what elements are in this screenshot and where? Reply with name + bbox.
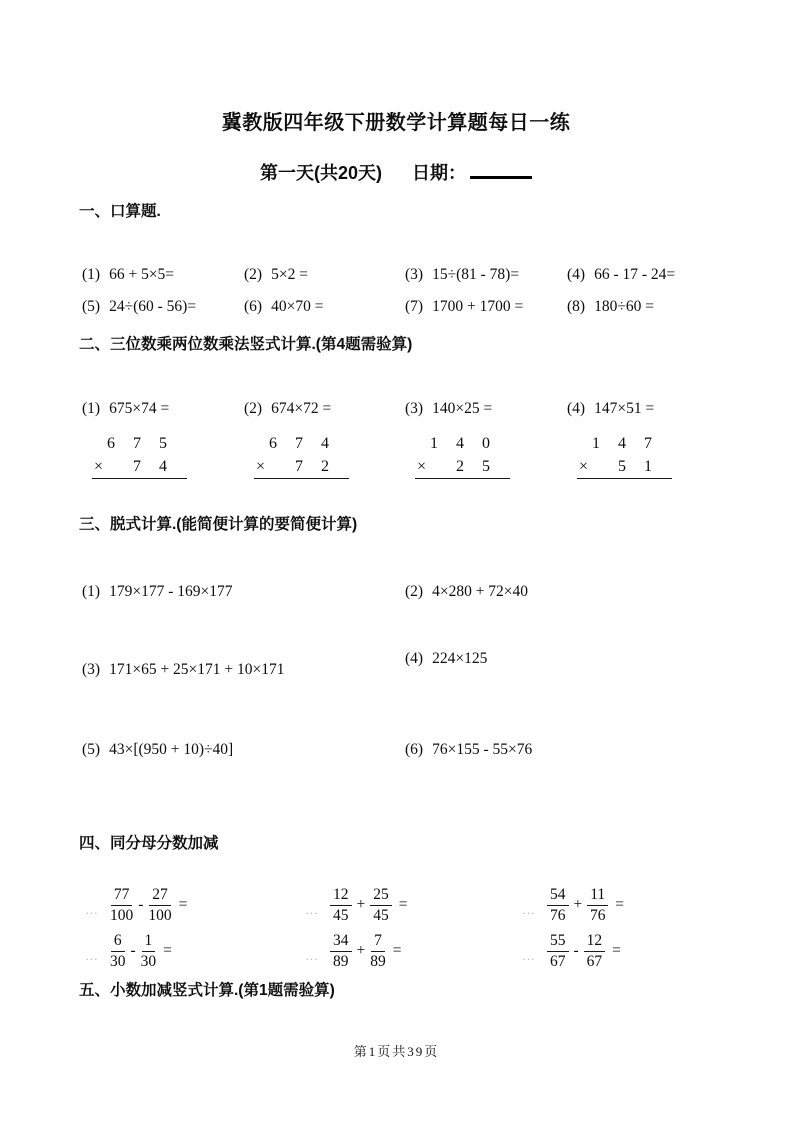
numerator: 1	[142, 932, 156, 952]
problem-expression: 4×280 + 72×40	[432, 583, 529, 600]
numerator: 7	[371, 932, 385, 952]
numerator: 12	[330, 886, 352, 906]
multiplier: 2 5	[456, 458, 490, 475]
oral-problems-row-2	[82, 296, 713, 318]
problem-number: (4)	[405, 650, 424, 667]
denominator: 76	[550, 906, 566, 924]
worksheet-content	[0, 110, 793, 1001]
fraction-problem-1	[79, 883, 299, 927]
problem-number: (6)	[405, 741, 424, 758]
problem-expression: 140×25 =	[432, 400, 493, 417]
equals-sign: =	[398, 896, 408, 913]
multiplicand: 1 4 7	[592, 435, 652, 452]
operator: +	[356, 896, 366, 913]
problem-expression: 66 + 5×5=	[109, 266, 175, 283]
problem-number: (2)	[405, 583, 424, 600]
dotted-marker: …	[305, 902, 319, 917]
problem-expression: 24÷(60 - 56)=	[109, 298, 197, 315]
numerator: 25	[370, 886, 392, 906]
denominator: 100	[110, 906, 134, 924]
problem-number: (3)	[405, 400, 424, 417]
oral-problem-7	[405, 296, 567, 318]
multiplier: 5 1	[618, 458, 652, 475]
problem-expression: 674×72 =	[271, 400, 332, 417]
problem-number: (1)	[82, 583, 101, 600]
vertical-problems-row	[82, 398, 713, 420]
stepwise-problem-2	[405, 581, 713, 603]
page-subtitle	[79, 160, 713, 186]
stepwise-row-3	[82, 739, 713, 761]
equals-sign: =	[163, 942, 172, 959]
denominator: 76	[589, 906, 606, 924]
multiplication-stack-4	[577, 432, 672, 479]
page-footer: 第1页共39页	[353, 1044, 440, 1059]
multiply-sign: ×	[94, 458, 104, 475]
operator: -	[130, 942, 136, 959]
problem-number: (3)	[82, 661, 101, 678]
fraction	[110, 932, 126, 971]
oral-problem-4	[567, 264, 713, 286]
section-heading-fractions: 四、同分母分数加减	[79, 835, 219, 852]
multiplication-stack-2	[254, 432, 349, 479]
stepwise-row-1	[82, 581, 713, 603]
fraction	[370, 886, 392, 925]
oral-problem-6	[244, 296, 405, 318]
problem-expression: 171×65 + 25×171 + 10×171	[109, 661, 285, 678]
fraction-problem-5	[299, 929, 516, 973]
denominator: 45	[333, 906, 349, 924]
vertical-problem-1	[82, 398, 244, 420]
multiply-sign: ×	[579, 458, 589, 475]
denominator: 67	[586, 952, 603, 970]
vertical-problem-4	[567, 398, 713, 420]
day-label: 第一天(共20天)	[259, 163, 382, 183]
operator: +	[356, 942, 366, 959]
fraction	[141, 932, 157, 971]
numerator: 54	[547, 886, 569, 906]
multiplication-stack-1	[92, 432, 187, 479]
fraction	[330, 932, 352, 971]
dotted-marker: …	[85, 948, 99, 963]
multiplier-row	[415, 455, 510, 478]
fraction	[110, 886, 133, 925]
fraction-row-1	[79, 883, 713, 927]
multiplier: 7 2	[295, 458, 329, 475]
problem-expression: 180÷60 =	[594, 298, 654, 315]
fraction	[547, 886, 569, 925]
date-blank-line	[470, 162, 532, 179]
oral-problem-3	[405, 264, 567, 286]
problem-number: (3)	[405, 266, 424, 283]
operator: -	[138, 896, 144, 913]
problem-number: (4)	[567, 400, 586, 417]
multiply-sign: ×	[417, 458, 427, 475]
multiplier-row	[254, 455, 349, 478]
problem-number: (5)	[82, 298, 101, 315]
oral-problems-row-1	[82, 264, 713, 286]
stepwise-problem-5	[82, 739, 405, 761]
vertical-problem-2	[244, 398, 405, 420]
denominator: 30	[140, 952, 157, 970]
numerator: 11	[587, 886, 608, 906]
page-title: 冀教版四年级下册数学计算题每日一练	[221, 112, 571, 134]
section-heading-stepwise: 三、脱式计算.(能简便计算的要简便计算)	[79, 516, 358, 533]
problem-expression: 66 - 17 - 24=	[594, 266, 676, 283]
problem-expression: 179×177 - 169×177	[109, 583, 233, 600]
stepwise-row-2	[82, 650, 713, 681]
numerator: 6	[111, 932, 125, 952]
multiply-sign: ×	[256, 458, 266, 475]
oral-problem-1	[82, 264, 244, 286]
oral-problem-8	[567, 296, 713, 318]
denominator: 89	[333, 952, 349, 970]
problem-expression: 675×74 =	[109, 400, 170, 417]
problem-number: (2)	[244, 266, 263, 283]
numerator: 77	[111, 886, 133, 906]
problem-number: (6)	[244, 298, 263, 315]
problem-expression: 40×70 =	[271, 298, 324, 315]
fraction	[587, 886, 608, 925]
multiplier-row	[577, 455, 672, 478]
stepwise-problem-1	[82, 581, 405, 603]
problem-number: (5)	[82, 741, 101, 758]
fraction-row-2	[79, 929, 713, 973]
problem-expression: 5×2 =	[271, 266, 308, 283]
denominator: 67	[550, 952, 566, 970]
problem-expression: 1700 + 1700 =	[432, 298, 524, 315]
dotted-marker: …	[85, 902, 99, 917]
vertical-stacks-row	[82, 432, 713, 479]
numerator: 34	[330, 932, 352, 952]
stepwise-problem-6	[405, 739, 713, 761]
fraction-problem-4	[79, 929, 299, 973]
equals-sign: =	[612, 942, 621, 959]
numerator: 12	[584, 932, 606, 952]
dotted-marker: …	[305, 948, 319, 963]
fraction	[330, 886, 352, 925]
problem-number: (2)	[244, 400, 263, 417]
problem-number: (1)	[82, 266, 101, 283]
problem-expression: 43×[(950 + 10)÷40]	[109, 741, 234, 758]
fraction	[547, 932, 569, 971]
operator: -	[573, 942, 579, 959]
problem-expression: 147×51 =	[594, 400, 655, 417]
multiplicand: 6 7 4	[269, 435, 329, 452]
fraction	[584, 932, 606, 971]
equals-sign: =	[615, 896, 624, 913]
denominator: 100	[148, 906, 172, 924]
oral-problem-5	[82, 296, 244, 318]
date-label: 日期：	[412, 163, 466, 183]
multiplicand: 6 7 5	[107, 435, 167, 452]
oral-problem-2	[244, 264, 405, 286]
problem-expression: 224×125	[432, 650, 488, 667]
fraction-problem-2	[299, 883, 516, 927]
equals-sign: =	[178, 896, 188, 913]
denominator: 45	[373, 906, 389, 924]
problem-expression: 15÷(81 - 78)=	[432, 266, 520, 283]
fraction-problem-3	[516, 883, 713, 927]
denominator: 30	[110, 952, 126, 970]
vertical-problem-3	[405, 398, 567, 420]
section-heading-vertical: 二、三位数乘两位数乘法竖式计算.(第4题需验算)	[79, 336, 413, 353]
section-heading-decimal: 五、小数加减竖式计算.(第1题需验算)	[79, 982, 335, 999]
stepwise-problem-4	[405, 648, 713, 670]
problem-number: (7)	[405, 298, 424, 315]
numerator: 27	[149, 886, 171, 906]
multiplicand: 1 4 0	[430, 435, 490, 452]
fraction	[148, 886, 171, 925]
multiplier-row	[92, 455, 187, 478]
problem-number: (8)	[567, 298, 586, 315]
denominator: 89	[370, 952, 386, 970]
dotted-marker: …	[522, 902, 536, 917]
stepwise-problem-3	[82, 659, 405, 681]
fraction	[370, 932, 386, 971]
multiplier: 7 4	[133, 458, 167, 475]
problem-expression: 76×155 - 55×76	[432, 741, 533, 758]
equals-sign: =	[392, 942, 402, 959]
dotted-marker: …	[522, 948, 536, 963]
problem-number: (4)	[567, 266, 586, 283]
operator: +	[573, 896, 583, 913]
section-heading-oral: 一、口算题.	[79, 203, 161, 220]
fraction-problem-6	[516, 929, 713, 973]
multiplication-stack-3	[415, 432, 510, 479]
numerator: 55	[547, 932, 569, 952]
problem-number: (1)	[82, 400, 101, 417]
